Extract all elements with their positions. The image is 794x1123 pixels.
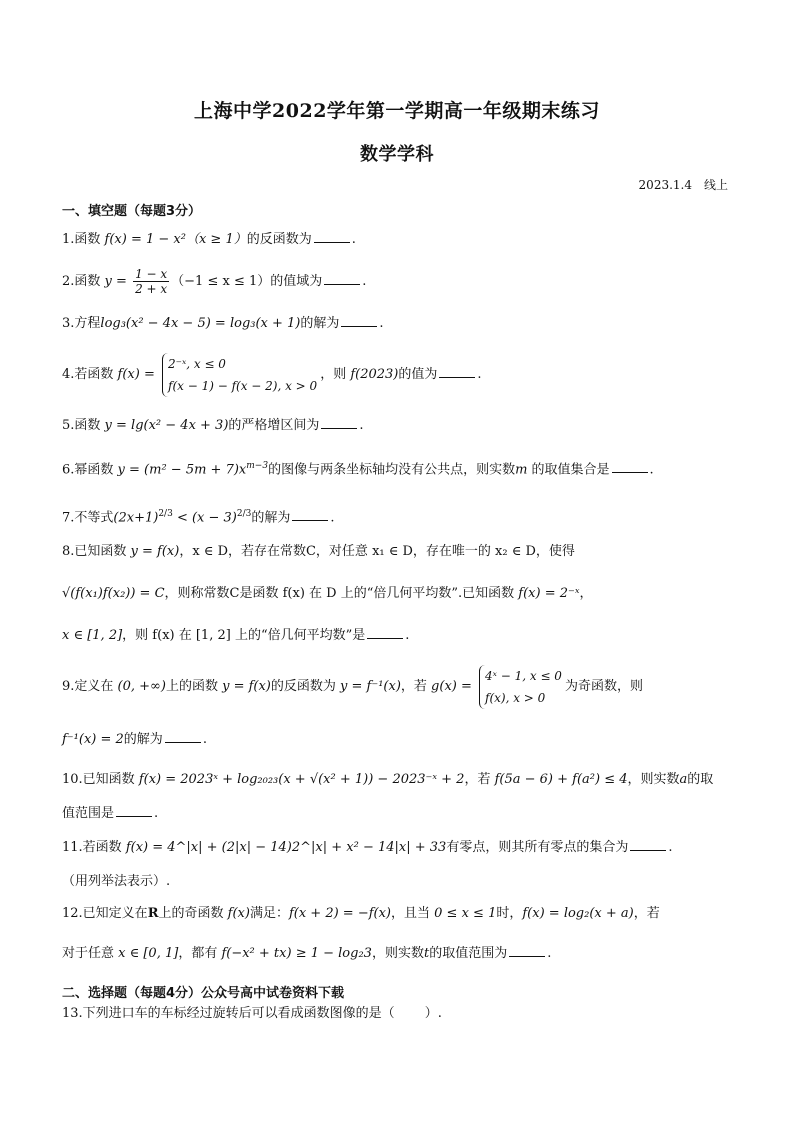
answer-blank[interactable]	[292, 508, 328, 521]
question-5: 5.函数 y = lg(x² − 4x + 3)的严格增区间为 .	[62, 418, 364, 433]
answer-blank[interactable]	[165, 730, 201, 743]
question-9-line-1: 9.定义在 (0, +∞)上的函数 y = f(x)的反函数为 y = f⁻¹(x)，若 g(x) = 4ˣ − 1, x ≤ 0 f(x), x > 0为奇函数，则	[62, 664, 732, 710]
question-1: 1.函数 f(x) = 1 − x²（x ≥ 1）的反函数为 .	[62, 232, 356, 247]
question-6: 6.幂函数 $y = (m^2 - 5m + 7)x^{m-3}$的图像与两条坐标轴均没有公共点，则实数m 的取值集合是 .	[62, 461, 654, 478]
answer-blank[interactable]	[439, 365, 475, 378]
question-8-line-3: x ∈ [1, 2]，则 f(x) 在 [1, 2] 上的“倍几何平均数”是 .	[62, 628, 410, 643]
section-heading-multiple-choice: 二、选择题（每题4分）公众号高中试卷资料下载	[62, 986, 345, 1001]
answer-blank[interactable]	[341, 314, 377, 327]
subject-title: 数学学科	[360, 144, 434, 165]
answer-blank[interactable]	[509, 944, 545, 957]
question-11-line-2: （用列举法表示）.	[62, 874, 171, 889]
fraction: $\frac{1 - x}{2 + x}$	[135, 267, 168, 296]
piecewise-cases: 2⁻ˣ, x ≤ 0 f(x − 1) − f(x − 2), x > 0	[162, 353, 317, 397]
question-12-line-2: 对于任意 x ∈ [0, 1]，都有 f(−x² + tx) ≥ 1 − log₂3，则实数t的取值范围为 .	[62, 946, 552, 961]
answer-blank[interactable]	[324, 272, 360, 285]
piecewise-cases: 4ˣ − 1, x ≤ 0 f(x), x > 0	[479, 665, 562, 709]
question-2: 2.函数 y = $\frac{1 - x}{2 + x}$ （−1 ≤ x ≤ 1）的值域为 .	[62, 267, 367, 296]
section-heading-fill-in: 一、填空题（每题3分）	[62, 204, 202, 219]
answer-blank[interactable]	[314, 230, 350, 243]
answer-blank[interactable]	[367, 626, 403, 639]
question-7: 7.不等式$(2x+1)^{2/3} < (x - 3)^{2/3}$的解为 .	[62, 509, 335, 526]
date-mode: 2023.1.4 线上	[638, 178, 728, 192]
question-10-line-1: 10.已知函数 f(x) = 2023ˣ + log₂₀₂₃(x + √(x² + 1)) − 2023⁻ˣ + 2，若 f(5a − 6) + f(a²) ≤ 4，则实数a的取	[62, 772, 714, 787]
answer-blank[interactable]	[321, 416, 357, 429]
answer-blank[interactable]	[116, 804, 152, 817]
answer-blank[interactable]	[630, 838, 666, 851]
question-11-line-1: 11.若函数 f(x) = 4^|x| + (2|x| − 14)2^|x| + x² − 14|x| + 33有零点，则其所有零点的集合为 .	[62, 840, 673, 855]
question-4: 4.若函数 f(x) = 2⁻ˣ, x ≤ 0 f(x − 1) − f(x − 2), x > 0，则 f(2023)的值为 .	[62, 352, 732, 398]
answer-blank[interactable]	[612, 460, 648, 473]
question-10-line-2: 值范围是 .	[62, 806, 159, 821]
question-9-line-2: f⁻¹(x) = 2的解为 .	[62, 732, 207, 747]
question-12-line-1: 12.已知定义在R上的奇函数 f(x)满足：f(x + 2) = −f(x)，且当 0 ≤ x ≤ 1时，f(x) = log₂(x + a)，若	[62, 906, 660, 921]
page-title: 上海中学2022学年第一学期高一年级期末练习	[194, 100, 600, 122]
question-3: 3.方程log₃(x² − 4x − 5) = log₃(x + 1)的解为 .	[62, 316, 384, 331]
question-8-line-1: 8.已知函数 y = f(x)，x ∈ D，若存在常数C，对任意 x₁ ∈ D，存在唯一的 x₂ ∈ D，使得	[62, 544, 575, 559]
question-8-line-2: √(f(x₁)f(x₂)) = C，则称常数C是函数 f(x) 在 D 上的“倍几何平均数”.已知函数 f(x) = 2⁻ˣ，	[62, 586, 593, 601]
question-13: 13.下列进口车的车标经过旋转后可以看成函数图像的是（ ）.	[62, 1006, 442, 1021]
